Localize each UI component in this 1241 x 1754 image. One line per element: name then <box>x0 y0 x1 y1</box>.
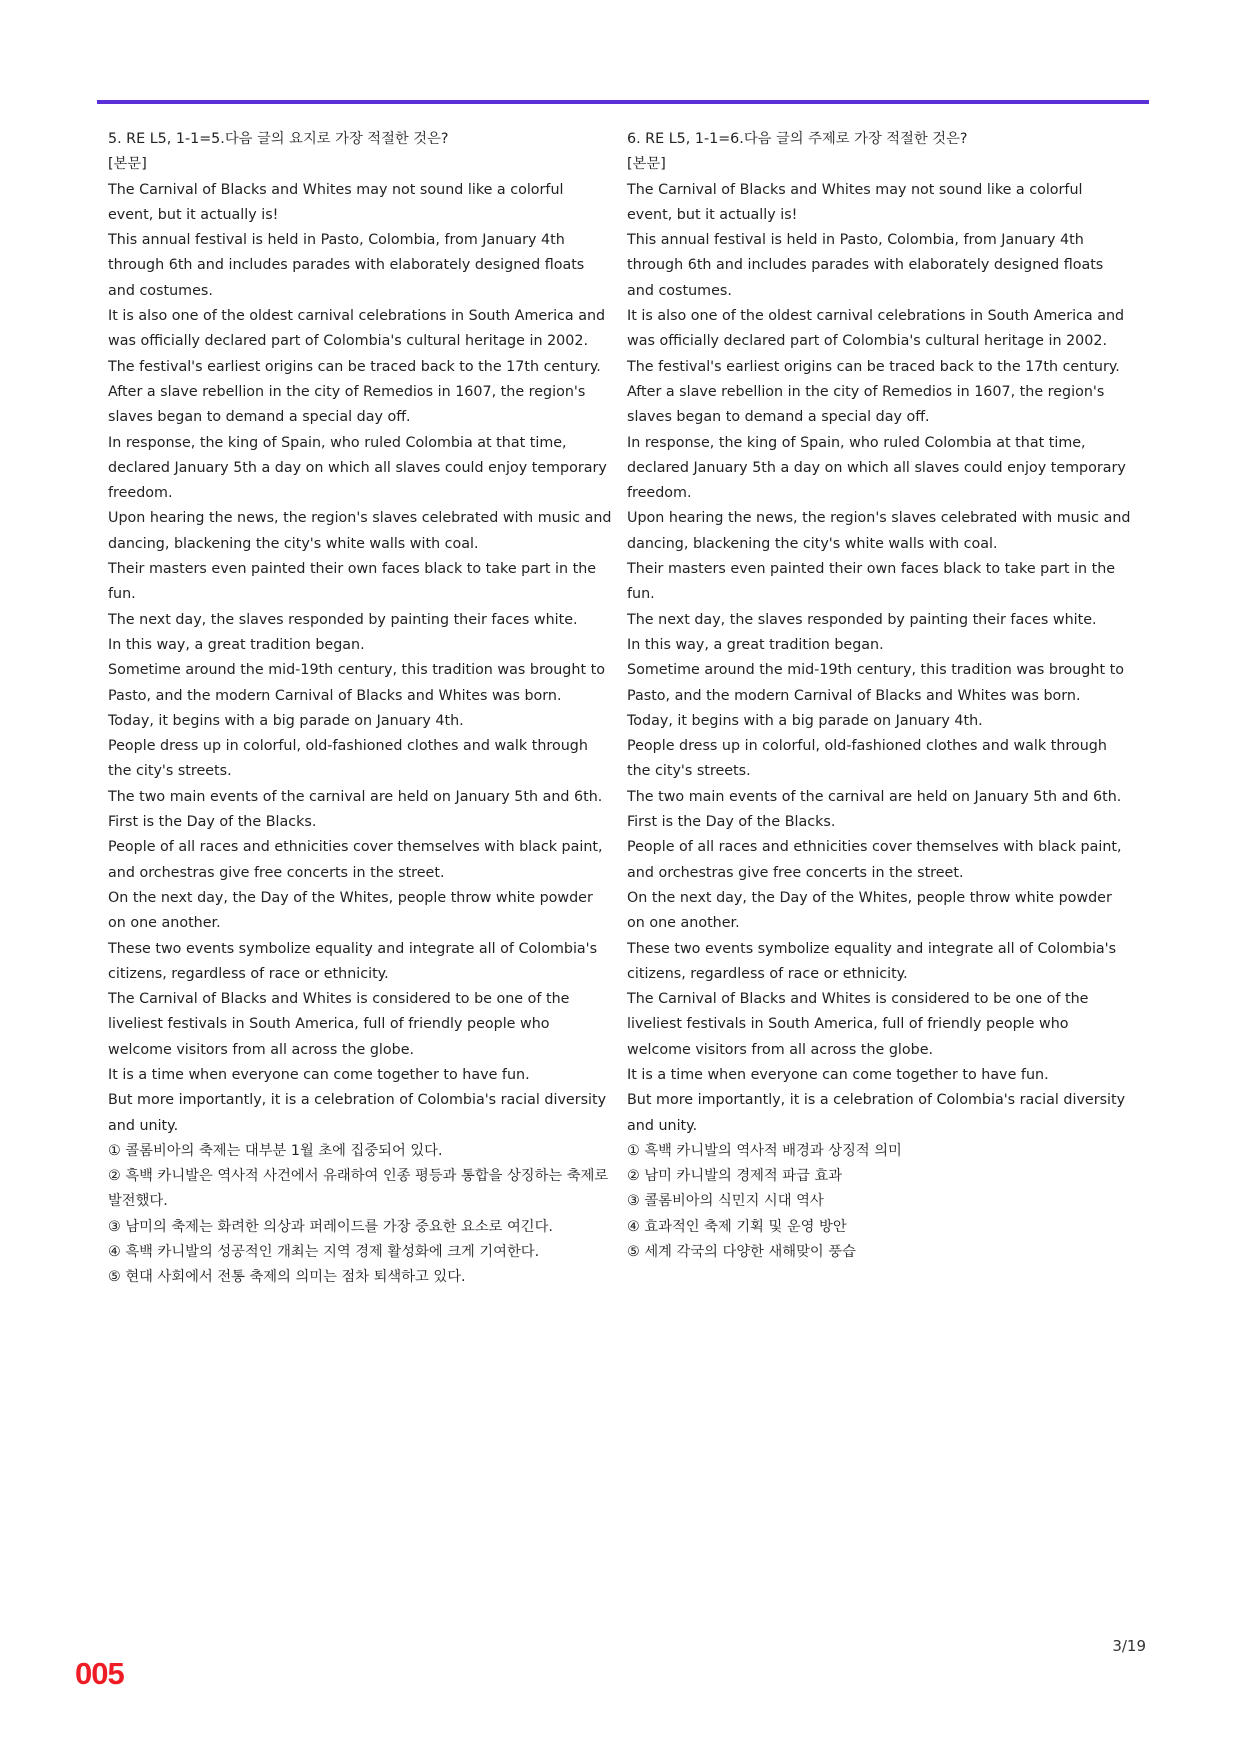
passage-paragraph: In this way, a great tradition began. <box>108 636 365 653</box>
passage-body <box>108 178 613 1139</box>
question-title: 6. RE L5, 1-1=6.다음 글의 주제로 가장 적절한 것은? <box>627 131 968 147</box>
passage-paragraph: Today, it begins with a big parade on January 4th. <box>108 712 464 729</box>
answer-choices <box>627 1139 1132 1265</box>
passage-body <box>627 178 1132 1139</box>
header-divider <box>97 100 1149 104</box>
passage-paragraph: People of all races and ethnicities cover themselves with black paint, and orchestras give free concerts in the street. <box>108 839 603 881</box>
passage-paragraph: Sometime around the mid-19th century, this tradition was brought to Pasto, and the modern Carnival of Blacks and Whites was born. <box>627 662 1124 704</box>
passage-paragraph: In response, the king of Spain, who ruled Colombia at that time, declared January 5th a day on which all slaves could enjoy temporary freedom. <box>627 434 1126 502</box>
passage-paragraph: The festival's earliest origins can be traced back to the 17th century. <box>627 358 1120 375</box>
passage-paragraph: First is the Day of the Blacks. <box>108 814 317 831</box>
passage-paragraph: The Carnival of Blacks and Whites is considered to be one of the liveliest festivals in South America, full of friendly people who welcome visitors from all across the globe. <box>108 991 570 1058</box>
choice-5[interactable]: ⑤ 현대 사회에서 전통 축제의 의미는 점차 퇴색하고 있다. <box>108 1269 466 1286</box>
passage-paragraph: People dress up in colorful, old-fashioned clothes and walk through the city's streets. <box>108 738 588 780</box>
passage-paragraph: Today, it begins with a big parade on January 4th. <box>627 712 983 729</box>
passage-paragraph: The festival's earliest origins can be traced back to the 17th century. <box>108 358 601 375</box>
page-number: 3/19 <box>1112 1637 1146 1655</box>
passage-paragraph: The two main events of the carnival are held on January 5th and 6th. <box>627 788 1122 805</box>
passage-paragraph: But more importantly, it is a celebration of Colombia's racial diversity and unity. <box>108 1092 607 1134</box>
passage-paragraph: Upon hearing the news, the region's slaves celebrated with music and dancing, blackening the city's white walls with coal. <box>627 510 1131 552</box>
passage-paragraph: The next day, the slaves responded by painting their faces white. <box>108 611 578 628</box>
passage-paragraph: The two main events of the carnival are held on January 5th and 6th. <box>108 788 603 805</box>
choice-3[interactable]: ③ 남미의 축제는 화려한 의상과 퍼레이드를 가장 중요한 요소로 여긴다. <box>108 1218 553 1235</box>
choice-4[interactable]: ④ 효과적인 축제 기획 및 운영 방안 <box>627 1218 847 1235</box>
passage-paragraph: On the next day, the Day of the Whites, people throw white powder on one another. <box>627 889 1112 932</box>
question-5 <box>108 127 613 1291</box>
question-6 <box>627 127 1132 1265</box>
choice-2[interactable]: ② 남미 카니발의 경제적 파급 효과 <box>627 1168 843 1185</box>
page-code: 005 <box>75 1656 124 1691</box>
passage-paragraph: It is a time when everyone can come together to have fun. <box>627 1066 1049 1083</box>
passage-paragraph: The Carnival of Blacks and Whites may not sound like a colorful event, but it actually is! <box>108 181 564 223</box>
passage-paragraph: After a slave rebellion in the city of Remedios in 1607, the region's slaves began to demand a special day off. <box>627 383 1105 426</box>
passage-paragraph: This annual festival is held in Pasto, Colombia, from January 4th through 6th and includes parades with elaborately designed floats and costumes. <box>627 232 1104 299</box>
passage-paragraph: In this way, a great tradition began. <box>627 636 884 653</box>
passage-paragraph: It is also one of the oldest carnival celebrations in South America and was officially declared part of Colombia's cultural heritage in 2002. <box>108 308 606 350</box>
passage-paragraph: Sometime around the mid-19th century, this tradition was brought to Pasto, and the modern Carnival of Blacks and Whites was born. <box>108 662 605 704</box>
passage-paragraph: But more importantly, it is a celebration of Colombia's racial diversity and unity. <box>627 1092 1126 1134</box>
passage-paragraph: The next day, the slaves responded by painting their faces white. <box>627 611 1097 628</box>
passage-paragraph: The Carnival of Blacks and Whites may not sound like a colorful event, but it actually is! <box>627 181 1083 223</box>
passage-paragraph: Their masters even painted their own faces black to take part in the fun. <box>108 561 597 603</box>
passage-paragraph: It is also one of the oldest carnival celebrations in South America and was officially declared part of Colombia's cultural heritage in 2002. <box>627 308 1125 350</box>
passage-paragraph: Upon hearing the news, the region's slaves celebrated with music and dancing, blackening the city's white walls with coal. <box>108 510 612 552</box>
choice-1[interactable]: ① 콜롬비아의 축제는 대부분 1월 초에 집중되어 있다. <box>108 1142 443 1159</box>
passage-label: [본문] <box>108 156 147 173</box>
passage-paragraph: On the next day, the Day of the Whites, people throw white powder on one another. <box>108 889 593 932</box>
passage-paragraph: Their masters even painted their own faces black to take part in the fun. <box>627 561 1116 603</box>
passage-paragraph: These two events symbolize equality and integrate all of Colombia's citizens, regardless of race or ethnicity. <box>108 940 598 982</box>
passage-paragraph: It is a time when everyone can come together to have fun. <box>108 1066 530 1083</box>
choice-1[interactable]: ① 흑백 카니발의 역사적 배경과 상징적 의미 <box>627 1142 902 1159</box>
choice-2[interactable]: ② 흑백 카니발은 역사적 사건에서 유래하여 인종 평등과 통합을 상징하는 축제로 발전했다. <box>108 1168 609 1210</box>
passage-label: [본문] <box>627 156 666 173</box>
answer-choices <box>108 1139 613 1291</box>
passage-paragraph: The Carnival of Blacks and Whites is considered to be one of the liveliest festivals in South America, full of friendly people who welcome visitors from all across the globe. <box>627 991 1089 1058</box>
choice-4[interactable]: ④ 흑백 카니발의 성공적인 개최는 지역 경제 활성화에 크게 기여한다. <box>108 1244 540 1261</box>
choice-5[interactable]: ⑤ 세계 각국의 다양한 새해맞이 풍습 <box>627 1244 856 1261</box>
passage-paragraph: People dress up in colorful, old-fashioned clothes and walk through the city's streets. <box>627 738 1107 780</box>
passage-paragraph: This annual festival is held in Pasto, Colombia, from January 4th through 6th and includes parades with elaborately designed floats and costumes. <box>108 232 585 299</box>
passage-paragraph: People of all races and ethnicities cover themselves with black paint, and orchestras give free concerts in the street. <box>627 839 1122 881</box>
passage-paragraph: First is the Day of the Blacks. <box>627 814 836 831</box>
choice-3[interactable]: ③ 콜롬비아의 식민지 시대 역사 <box>627 1193 824 1210</box>
passage-paragraph: After a slave rebellion in the city of Remedios in 1607, the region's slaves began to demand a special day off. <box>108 383 586 426</box>
passage-paragraph: These two events symbolize equality and integrate all of Colombia's citizens, regardless of race or ethnicity. <box>627 940 1117 982</box>
passage-paragraph: In response, the king of Spain, who ruled Colombia at that time, declared January 5th a day on which all slaves could enjoy temporary freedom. <box>108 434 607 502</box>
question-title: 5. RE L5, 1-1=5.다음 글의 요지로 가장 적절한 것은? <box>108 131 449 147</box>
